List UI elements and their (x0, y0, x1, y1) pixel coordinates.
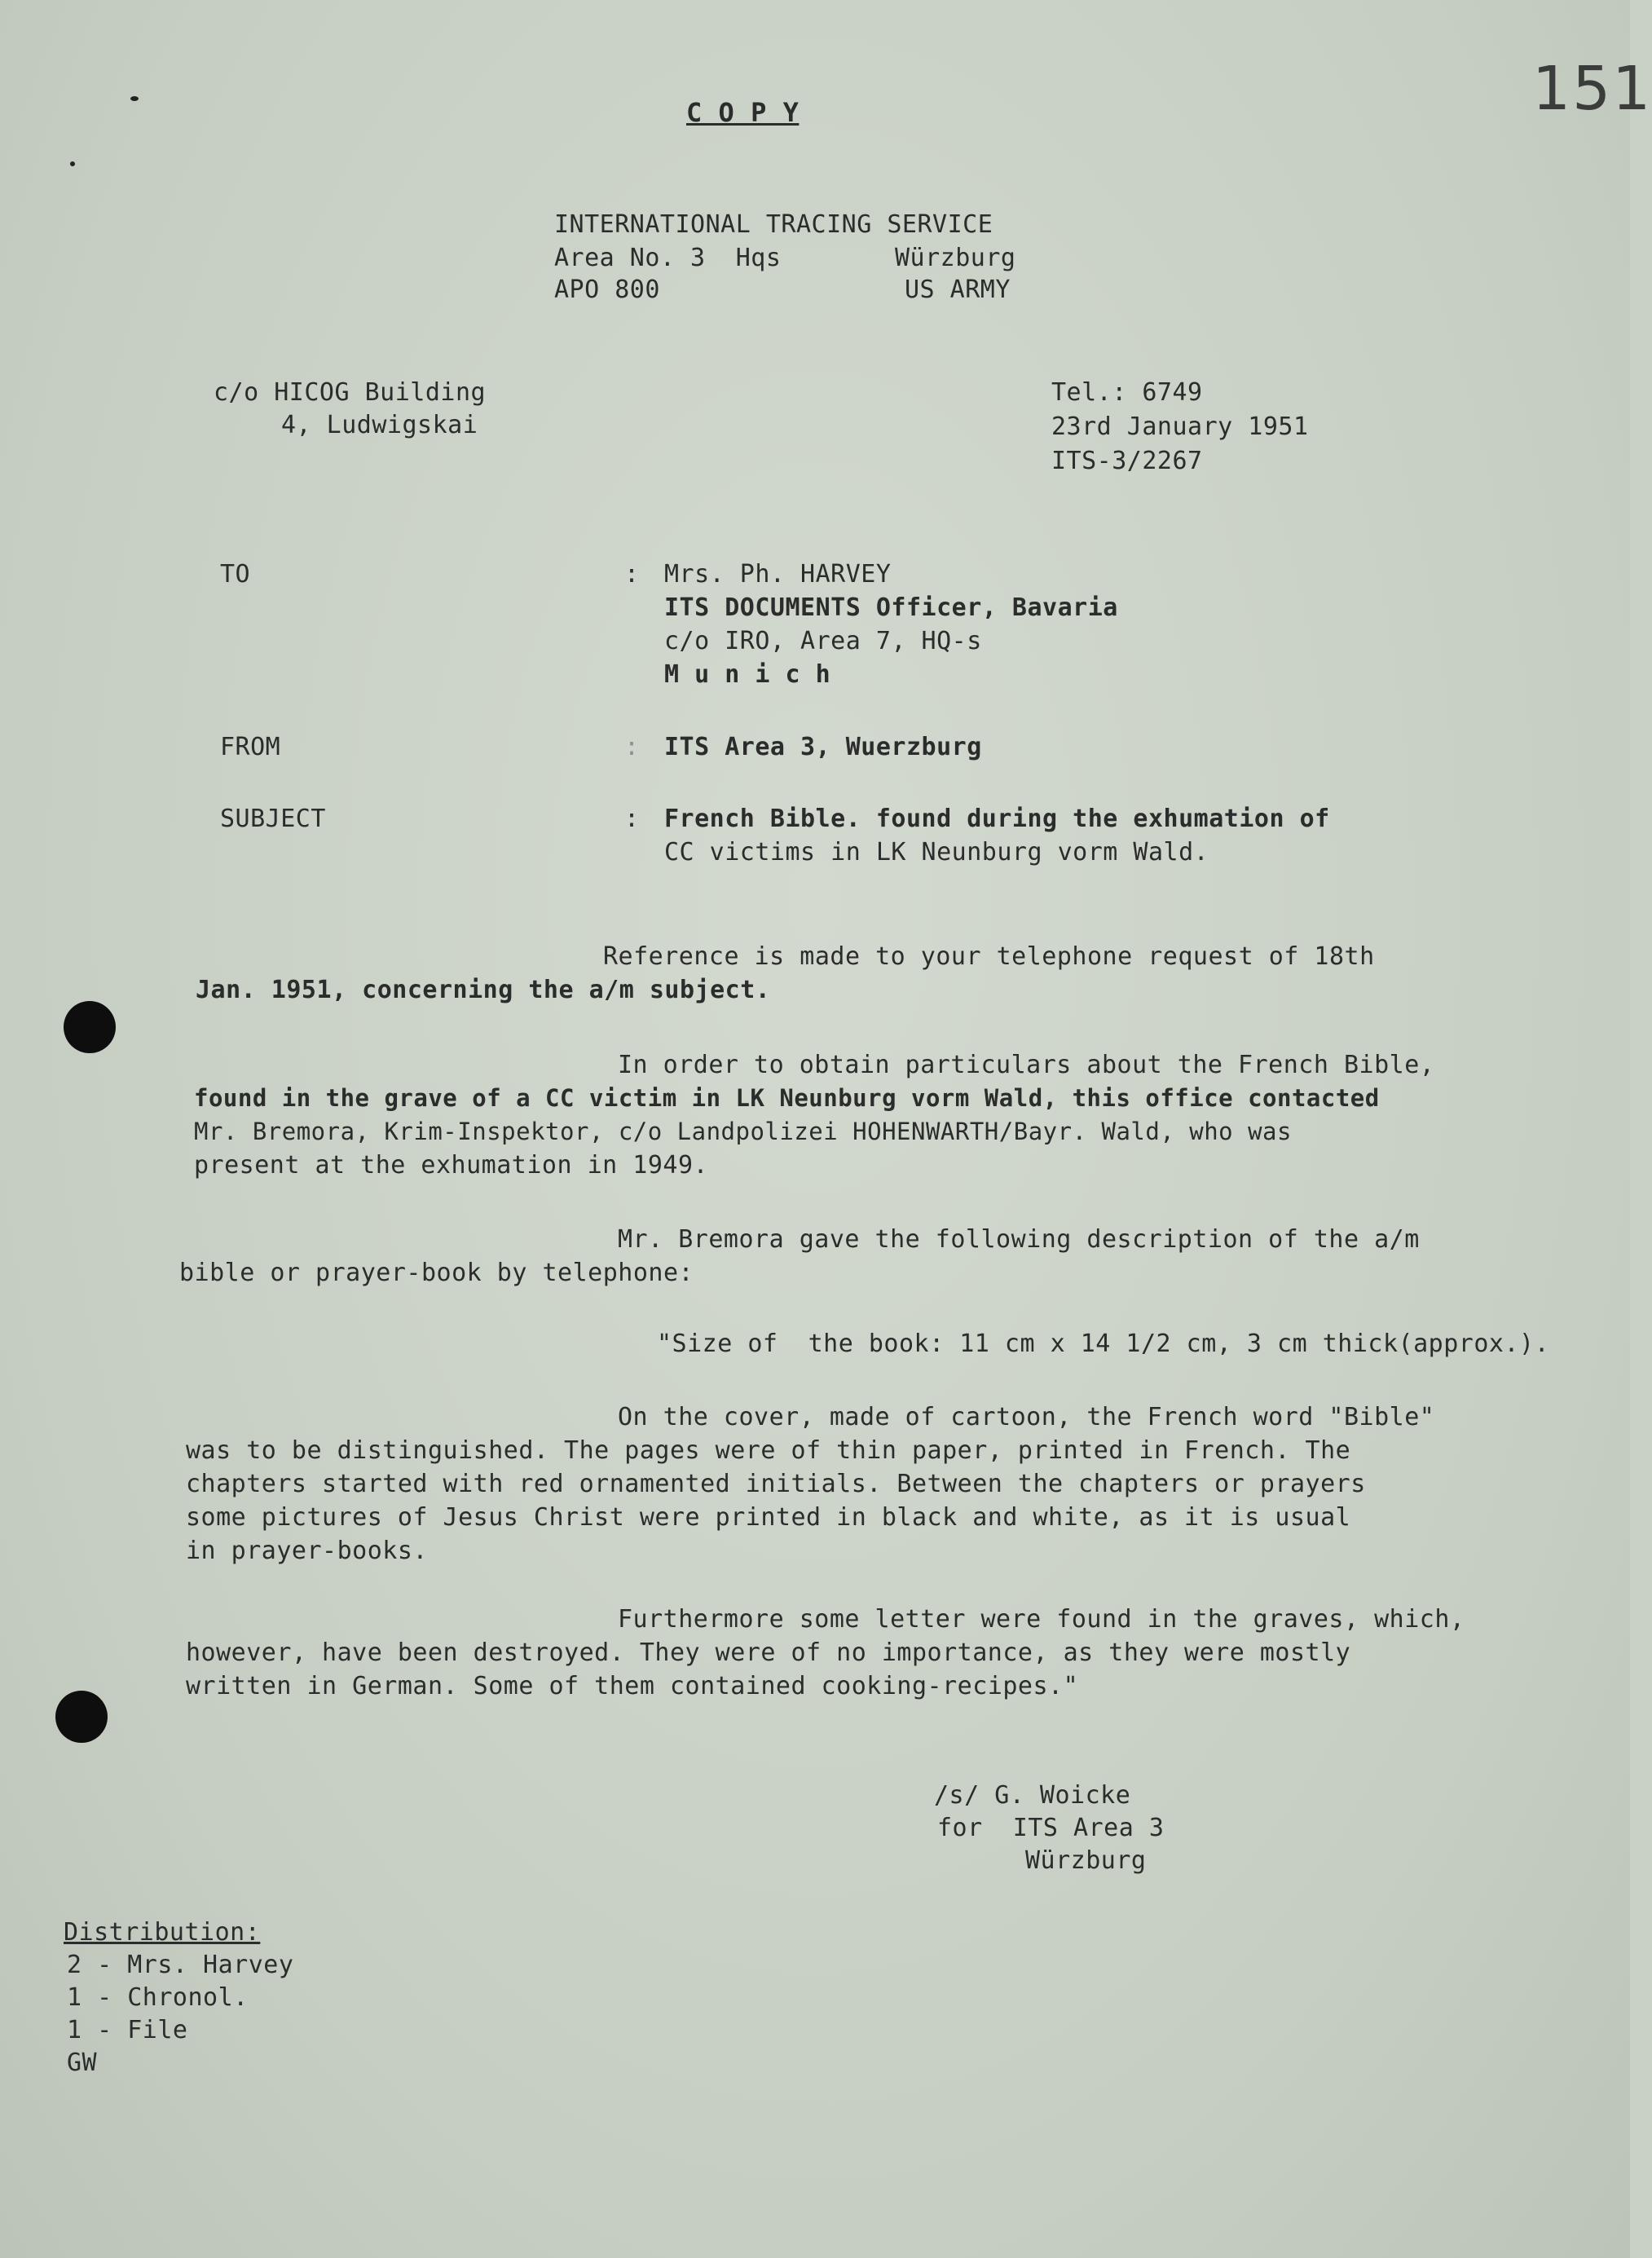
copy-mark: C O P Y (686, 97, 800, 128)
paragraph-line: Reference is made to your telephone request of 18th (603, 942, 1375, 971)
distribution-item: 2 - Mrs. Harvey (67, 1951, 294, 1979)
letterhead-city: Würzburg (895, 244, 1016, 272)
paragraph-line: chapters started with red ornamented initials. Between the chapters or prayers (186, 1470, 1366, 1498)
signature-line: for ITS Area 3 (937, 1814, 1165, 1842)
punch-hole (64, 1001, 116, 1053)
letterhead-apo: APO 800 (554, 276, 660, 304)
paragraph-line: Jan. 1951, concerning the a/m subject. (196, 976, 771, 1004)
to-line: M u n i c h (664, 660, 831, 689)
to-line: c/o IRO, Area 7, HQ-s (664, 627, 982, 655)
to-label: TO (220, 560, 251, 589)
to-colon: : (624, 560, 640, 589)
paragraph-line: present at the exhumation in 1949. (194, 1151, 709, 1180)
paper-speck (70, 161, 75, 166)
quote-opening-line: "Size of the book: 11 cm x 14 1/2 cm, 3 cm thick(approx.). (657, 1330, 1550, 1358)
to-line: Mrs. Ph. HARVEY (664, 560, 892, 589)
from-colon: : (624, 733, 640, 761)
paragraph-line: bible or prayer-book by telephone: (179, 1259, 694, 1287)
reference-number: ITS-3/2267 (1051, 447, 1203, 475)
letter-date: 23rd January 1951 (1051, 412, 1309, 441)
subject-colon: : (624, 805, 640, 833)
paragraph-line: In order to obtain particulars about the French Bible, (618, 1051, 1435, 1079)
paragraph-line: On the cover, made of cartoon, the French word "Bible" (618, 1403, 1435, 1431)
signature-line: /s/ G. Woicke (934, 1781, 1131, 1810)
subject-line: French Bible. found during the exhumation of (664, 805, 1330, 833)
telephone-number: Tel.: 6749 (1051, 378, 1203, 407)
paragraph-line: found in the grave of a CC victim in LK Neunburg vorm Wald, this office contacted (194, 1084, 1380, 1112)
paragraph-line: in prayer-books. (186, 1537, 428, 1565)
distribution-item: 1 - Chronol. (67, 1983, 249, 2012)
punch-hole (55, 1691, 108, 1743)
paragraph-line: Furthermore some letter were found in the graves, which, (618, 1605, 1465, 1634)
from-value: ITS Area 3, Wuerzburg (664, 733, 982, 761)
subject-line: CC victims in LK Neunburg vorm Wald. (664, 838, 1209, 867)
paragraph-line: was to be distinguished. The pages were of thin paper, printed in French. The (186, 1436, 1351, 1465)
paragraph-line: some pictures of Jesus Christ were printed in black and white, as it is usual (186, 1503, 1351, 1532)
distribution-heading: Distribution: (64, 1918, 261, 1947)
sender-address-line1: c/o HICOG Building (214, 378, 487, 407)
from-label: FROM (220, 733, 281, 761)
paragraph-line: written in German. Some of them contained cooking-recipes." (186, 1672, 1079, 1700)
to-line: ITS DOCUMENTS Officer, Bavaria (664, 593, 1118, 622)
distribution-item: GW (67, 2049, 98, 2077)
sender-address-line2: 4, Ludwigskai (281, 411, 478, 439)
distribution-item: 1 - File (67, 2016, 188, 2044)
page-number-stamp: 151 (1532, 54, 1652, 124)
paragraph-line: Mr. Bremora gave the following description of the a/m (618, 1225, 1420, 1254)
signature-line: Würzburg (1025, 1846, 1147, 1875)
paper-speck (130, 96, 139, 101)
paragraph-line: however, have been destroyed. They were of no importance, as they were mostly (186, 1638, 1351, 1667)
letterhead-area: Area No. 3 Hqs (554, 244, 782, 272)
paragraph-line: Mr. Bremora, Krim-Inspektor, c/o Landpolizei HOHENWARTH/Bayr. Wald, who was (194, 1118, 1292, 1145)
letterhead-army: US ARMY (905, 276, 1011, 304)
subject-label: SUBJECT (220, 805, 326, 833)
letterhead-org: INTERNATIONAL TRACING SERVICE (554, 210, 993, 239)
